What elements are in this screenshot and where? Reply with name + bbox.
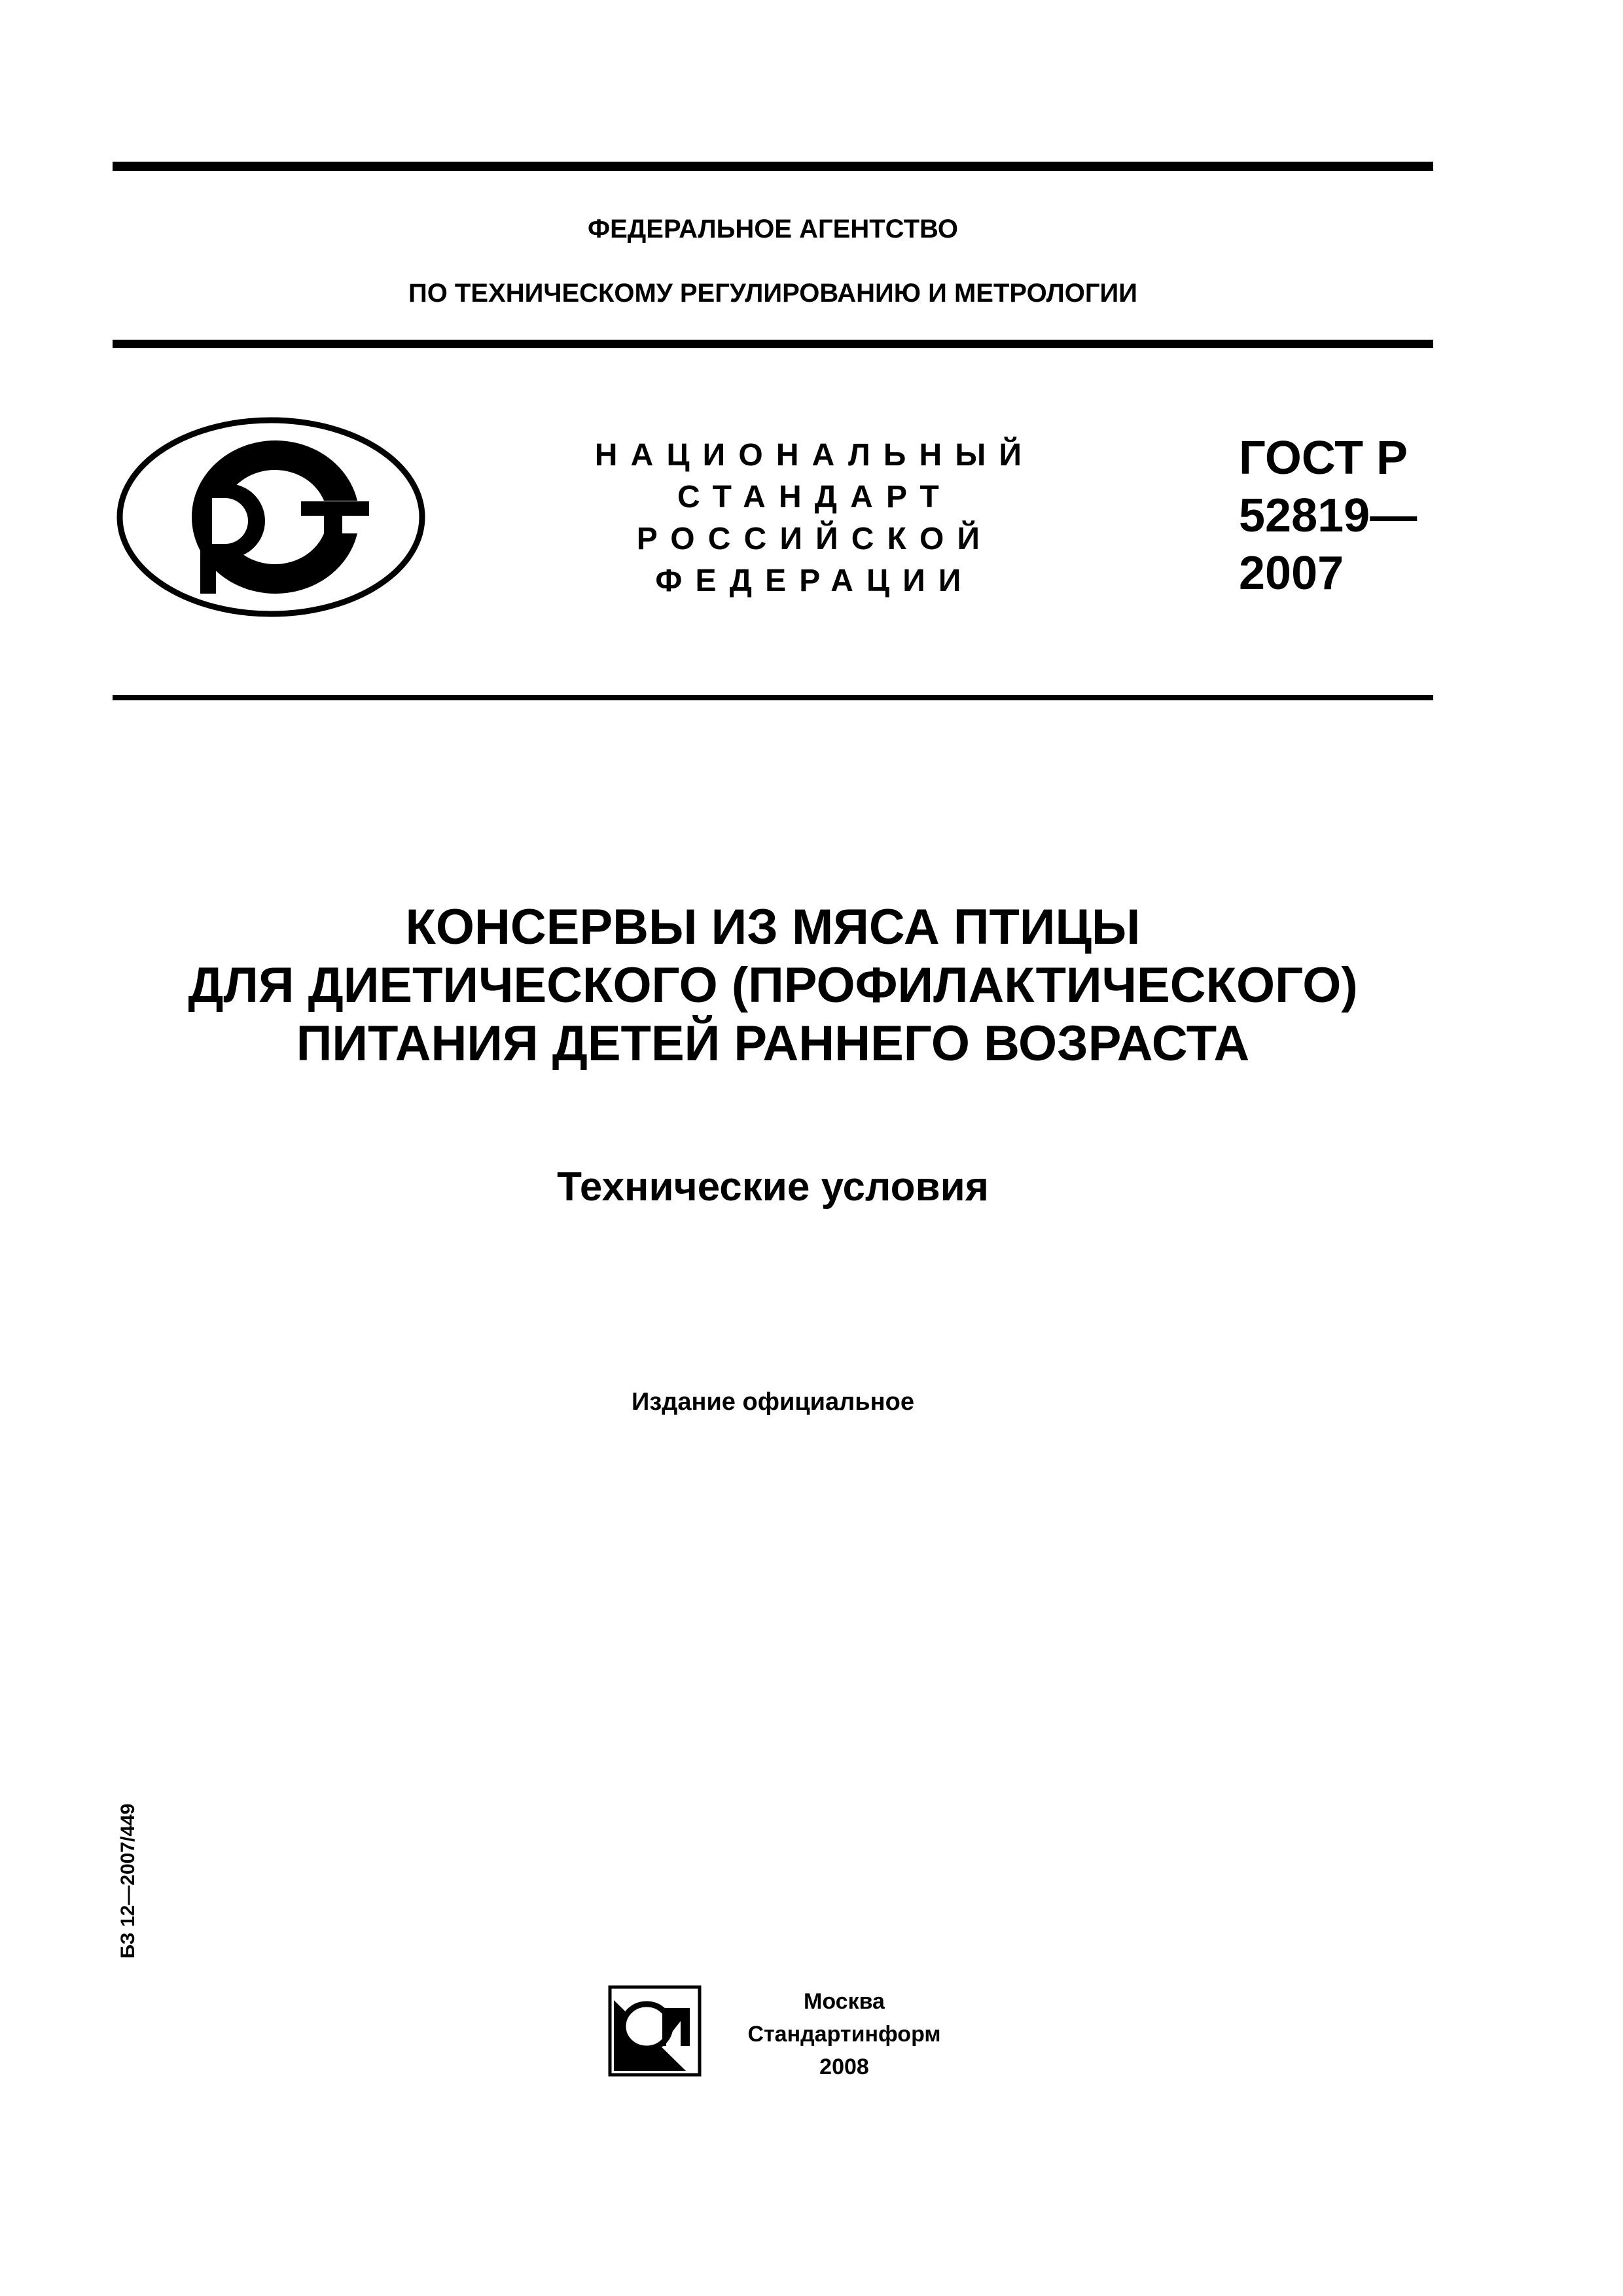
publisher-year: 2008	[819, 2054, 869, 2079]
edition-note: Издание официальное	[632, 1388, 914, 1416]
publisher-block	[720, 1985, 969, 2083]
publisher-logo	[607, 1983, 705, 2078]
rst-logo	[114, 414, 428, 620]
national-standard-block	[563, 435, 1067, 602]
national-line: ФЕДЕРАЦИИ	[655, 564, 974, 598]
publisher-name: Стандартинформ	[747, 2022, 941, 2047]
title-line: ДЛЯ ДИЕТИЧЕСКОГО (ПРОФИЛАКТИЧЕСКОГО)	[188, 958, 1358, 1013]
top-thick-rule	[113, 162, 1433, 171]
gost-number: 52819—	[1239, 490, 1418, 542]
gost-designation	[1239, 429, 1417, 602]
agency-line-2: ПО ТЕХНИЧЕСКОМУ РЕГУЛИРОВАНИЮ И МЕТРОЛОГИИ	[408, 279, 1138, 308]
title-line: КОНСЕРВЫ ИЗ МЯСА ПТИЦЫ	[405, 899, 1141, 955]
gost-year: 2007	[1239, 547, 1344, 600]
national-line: РОССИЙСКОЙ	[636, 522, 993, 556]
agency-line-1: ФЕДЕРАЛЬНОЕ АГЕНТСТВО	[587, 215, 959, 243]
document-subtitle: Технические условия	[557, 1164, 989, 1210]
side-code: БЗ 12—2007/449	[117, 1803, 139, 1959]
document-title	[113, 898, 1433, 1073]
block-bottom-rule	[113, 695, 1433, 700]
national-line: НАЦИОНАЛЬНЫЙ	[594, 438, 1035, 473]
gost-code: ГОСТ Р	[1239, 432, 1408, 484]
title-line: ПИТАНИЯ ДЕТЕЙ РАННЕГО ВОЗРАСТА	[296, 1016, 1250, 1071]
header-bottom-rule	[113, 340, 1433, 348]
national-line: СТАНДАРТ	[677, 480, 952, 514]
publisher-city: Москва	[804, 1989, 885, 2014]
